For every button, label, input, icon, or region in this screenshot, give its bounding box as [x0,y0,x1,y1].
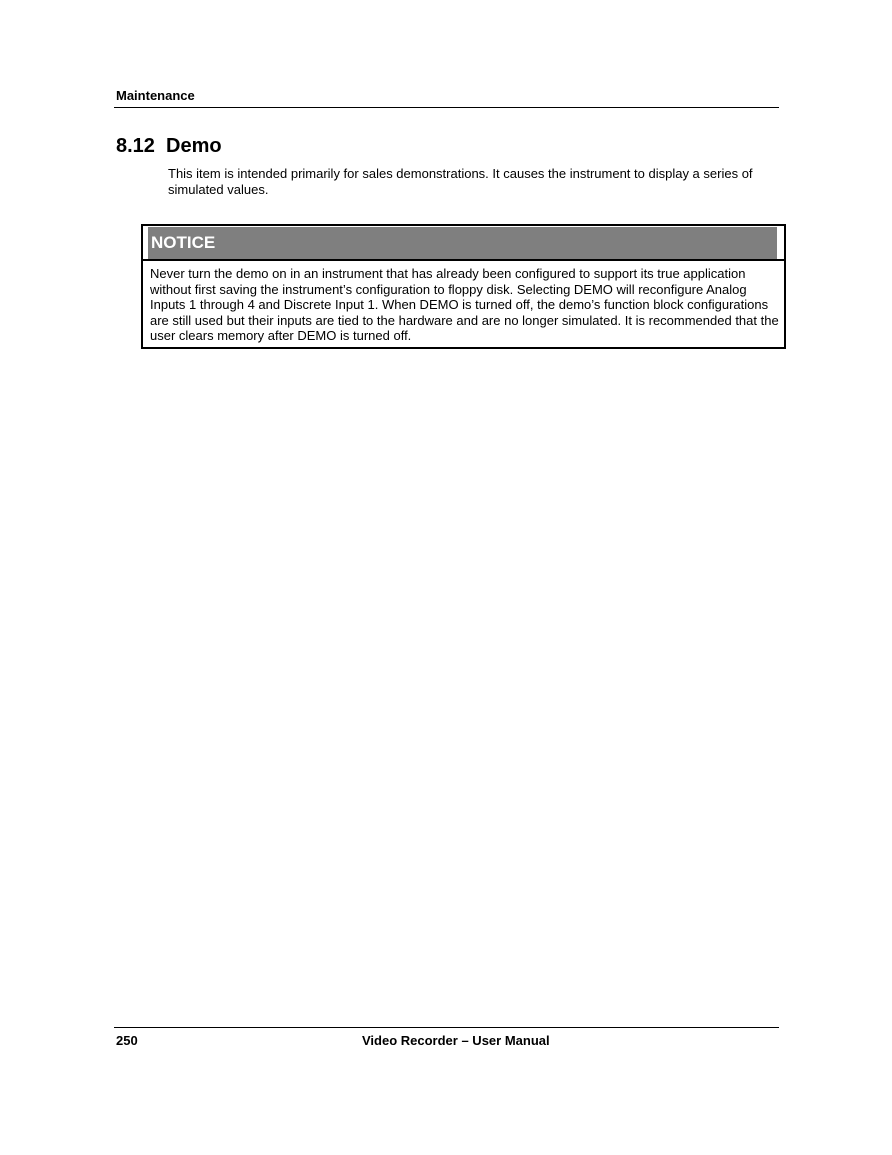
header-divider [114,107,779,108]
manual-title: Video Recorder – User Manual [362,1033,550,1048]
notice-heading: NOTICE [148,227,777,259]
page-number: 250 [116,1033,138,1048]
notice-text: Never turn the demo on in an instrument that has already been configured to support its true application without first saving the instrument’s configuration to floppy disk. Selecting DEMO will reconfigure Analog Inputs 1 through 4 and Discrete Input 1. When DEMO is turned off, the demo’s function block configurations are still used but their inputs are tied to the hardware and are no longer simulated. It is recommended that the user clears memory after DEMO is turned off. [150,266,779,343]
notice-box [141,224,786,349]
section-paragraph: This item is intended primarily for sales demonstrations. It causes the instrument to display a series of simulated values. [168,166,753,197]
notice-divider [143,259,784,261]
footer-divider [114,1027,779,1028]
section-heading: 8.12 Demo [116,135,222,157]
running-header: Maintenance [116,88,195,103]
